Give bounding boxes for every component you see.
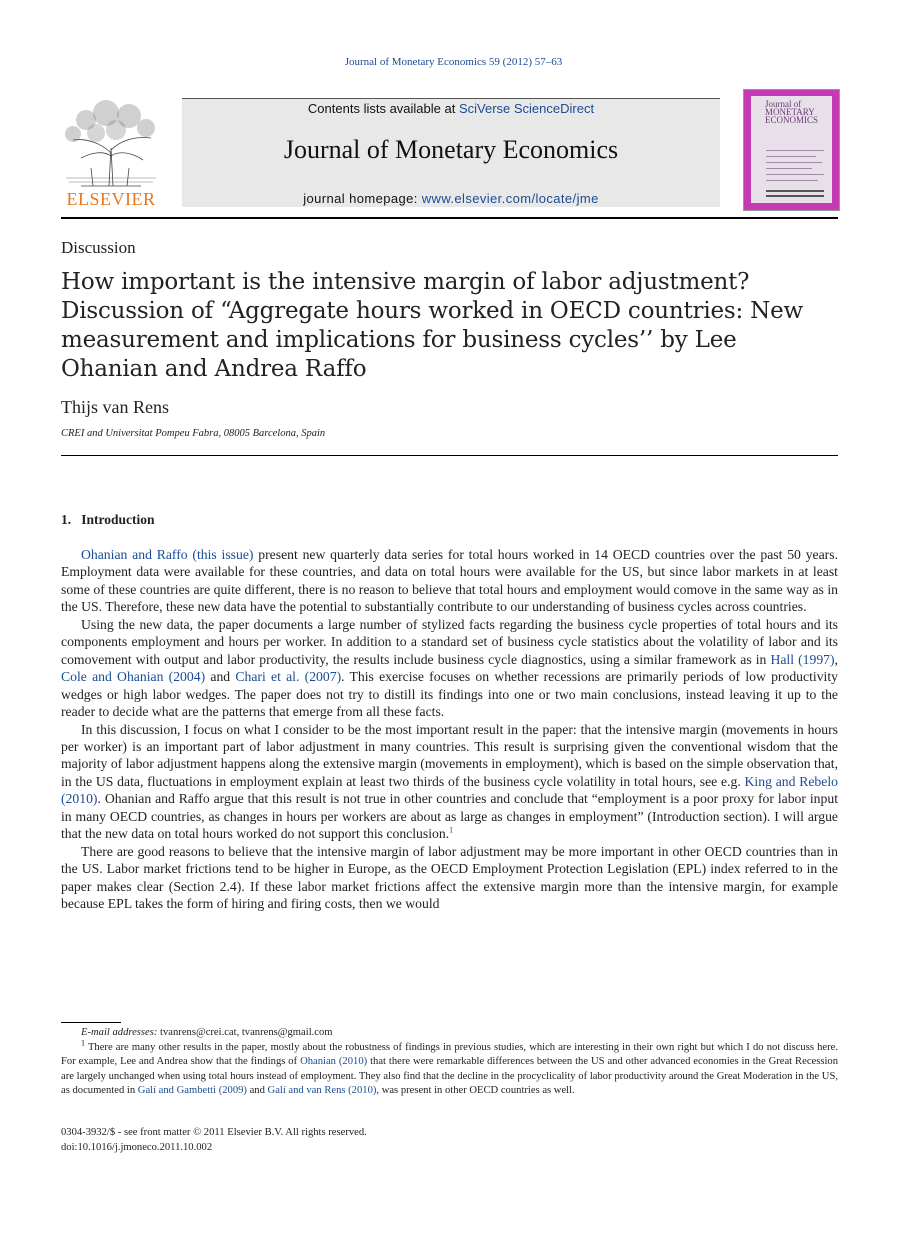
footnote-text: that there were remarkable differences between the US and other advanced economies in the Great Recession are largely unchanged when using total hours instead of employment. They also find that the decline in the procyclicality of labor productivity around the Great Moderation in the US, as documented in — [61, 1056, 839, 1096]
citation-link[interactable]: Galí and van Rens (2010) — [267, 1085, 377, 1096]
footnote-text: There are many other results in the paper, mostly about the robustness of findings in previous studies, which are interesting in their own right but which I do not discuss here. For example, Lee and Andrea show that the findings of — [61, 1041, 838, 1067]
homepage-line — [182, 191, 720, 206]
paragraph — [61, 616, 838, 721]
cover-line — [766, 156, 816, 157]
section-heading-introduction: 1. Introduction — [61, 512, 155, 527]
paragraph-text: There are good reasons to believe that the intensive margin of labor adjustment may be more important in other OECD countries than in the US. Labor market frictions tend to be higher in Europe, as the OECD Employment Protection Legislation (EPL) index referred to in the paper makes clear (Section 2.4). If these labor market frictions affect the extensive margin more than the intensive margin, for example because EPL takes the form of hiring and firing costs, then we would — [61, 843, 838, 912]
cover-line — [766, 195, 824, 197]
journal-citation-line[interactable]: Journal of Monetary Economics 59 (2012) 57–63 — [344, 56, 563, 68]
email-addresses[interactable]: tvanrens@crei.cat, tvanrens@gmail.com — [157, 1027, 333, 1038]
contents-prefix: Contents lists available at — [307, 101, 459, 116]
author-name[interactable]: Thijs van Rens — [61, 397, 169, 417]
paragraph-text: In this discussion, I focus on what I consider to be the most important result in the paper: that the intensive margin (movements in hours per worker) is an important part of labor adjustment in many countries. This result is surprising given the conventional wisdom that the majority of labor adjustment happens along the extensive margin (movements in employment), which is based on the simple observation that, in the US data, fluctuations in employment explain at least two thirds of the business cycle volatility in total hours, see e.g. — [61, 721, 838, 789]
paragraph — [61, 721, 838, 843]
homepage-prefix: journal homepage: — [303, 191, 422, 206]
citation-link[interactable]: Cole and Ohanian (2004) — [61, 669, 206, 685]
footnote-marker[interactable]: 1 — [449, 825, 454, 835]
elsevier-logo[interactable] — [61, 98, 161, 210]
paragraph-text: . Ohanian and Raffo argue that this result is not true in other countries and conclude that “employment is a poor proxy for labor input in many OECD countries, as changes in hours per workers are about as large as changes in employment” (Introduction section). I will argue that the new data on total hours worked do not support this conclusion. — [61, 791, 838, 842]
footnote-rule — [61, 1022, 121, 1023]
journal-cover-thumbnail[interactable] — [743, 89, 840, 211]
cover-title: Journal of MONETARY ECONOMICS — [765, 99, 819, 125]
separator: and — [205, 669, 236, 685]
separator: , — [834, 651, 838, 667]
paragraph-text: Using the new data, the paper documents a large number of stylized facts regarding the business cycle properties of total hours and its components employment and hours per worker. In addition to a standard set of business cycle statistics about the volatility of labor and its comovement with output and labor productivity, the results include business cycle diagnostics, using a similar framework as in — [61, 616, 838, 667]
footnotes — [61, 1026, 838, 1099]
citation-link[interactable]: Galí and Gambetti (2009) — [137, 1085, 247, 1096]
footnote-text: , was present in other OECD countries as well. — [376, 1085, 575, 1096]
header-rule — [61, 217, 838, 219]
article-body — [61, 546, 838, 913]
paragraph — [61, 843, 838, 913]
paragraph-text: present new quarterly data series for total hours worked in 14 OECD countries over the past 50 years. Employment data were available for these countries, and data on total hours were available for the US, but since labor markets in at least some of these countries are quite different, there is no reason to believe that total hours and employment would comove in the same way as in the US. Therefore, these new data have the potential to substantially contribute to our understanding of business cycles across countries. — [61, 547, 838, 615]
cover-line — [766, 168, 812, 169]
cover-line — [766, 150, 824, 151]
citation-link[interactable]: Hall (1997) — [770, 651, 835, 667]
cover-line — [766, 180, 818, 181]
footnote-1 — [61, 1037, 839, 1099]
footnote-number: 1 — [81, 1037, 85, 1047]
doi-line[interactable]: doi:10.1016/j.jmoneco.2011.10.002 — [61, 1141, 213, 1153]
elsevier-wordmark: ELSEVIER — [66, 189, 156, 209]
contents-line — [182, 101, 720, 116]
article-type: Discussion — [61, 238, 136, 257]
journal-homepage-link[interactable]: www.elsevier.com/locate/jme — [421, 191, 599, 206]
article-title: How important is the intensive margin of labor adjustment? Discussion of “Aggregate hours worked in OECD countries: New measurement and implications for business cycles’’ by Lee Ohanian and Andrea Raffo — [61, 269, 803, 382]
paragraph — [61, 546, 838, 616]
cover-line — [766, 190, 824, 192]
elsevier-tree-icon — [61, 98, 161, 188]
footnote-text: and — [246, 1085, 268, 1096]
paragraph-text: . This exercise focuses on whether recessions are primarily periods of low productivity wedges or high labor wedges. The paper does not try to distill its findings into one or two main conclusions, instead leaving it up to the reader to decide what are the patterns that emerge from all these facts. — [61, 669, 838, 720]
cover-line — [766, 174, 824, 175]
citation-link[interactable]: Chari et al. (2007) — [235, 669, 342, 685]
citation-link[interactable]: Ohanian and Raffo (this issue) — [81, 547, 254, 562]
cover-line — [766, 162, 822, 163]
journal-title: Journal of Monetary Economics — [283, 135, 619, 164]
abstract-rule — [61, 455, 838, 456]
email-label: E-mail addresses: — [81, 1027, 158, 1038]
email-footnote — [61, 1026, 838, 1041]
journal-header — [61, 88, 838, 210]
citation-link[interactable]: King and Rebelo (2010) — [61, 773, 838, 807]
citation-link[interactable]: Ohanian (2010) — [300, 1056, 368, 1067]
copyright-footer — [61, 1126, 367, 1155]
author-affiliation: CREI and Universitat Pompeu Fabra, 08005 Barcelona, Spain — [61, 428, 326, 439]
issn-line: 0304-3932/$ - see front matter © 2011 Elsevier B.V. All rights reserved. — [61, 1127, 367, 1138]
sciencedirect-link[interactable]: SciVerse ScienceDirect — [458, 101, 595, 116]
journal-banner — [182, 98, 720, 207]
